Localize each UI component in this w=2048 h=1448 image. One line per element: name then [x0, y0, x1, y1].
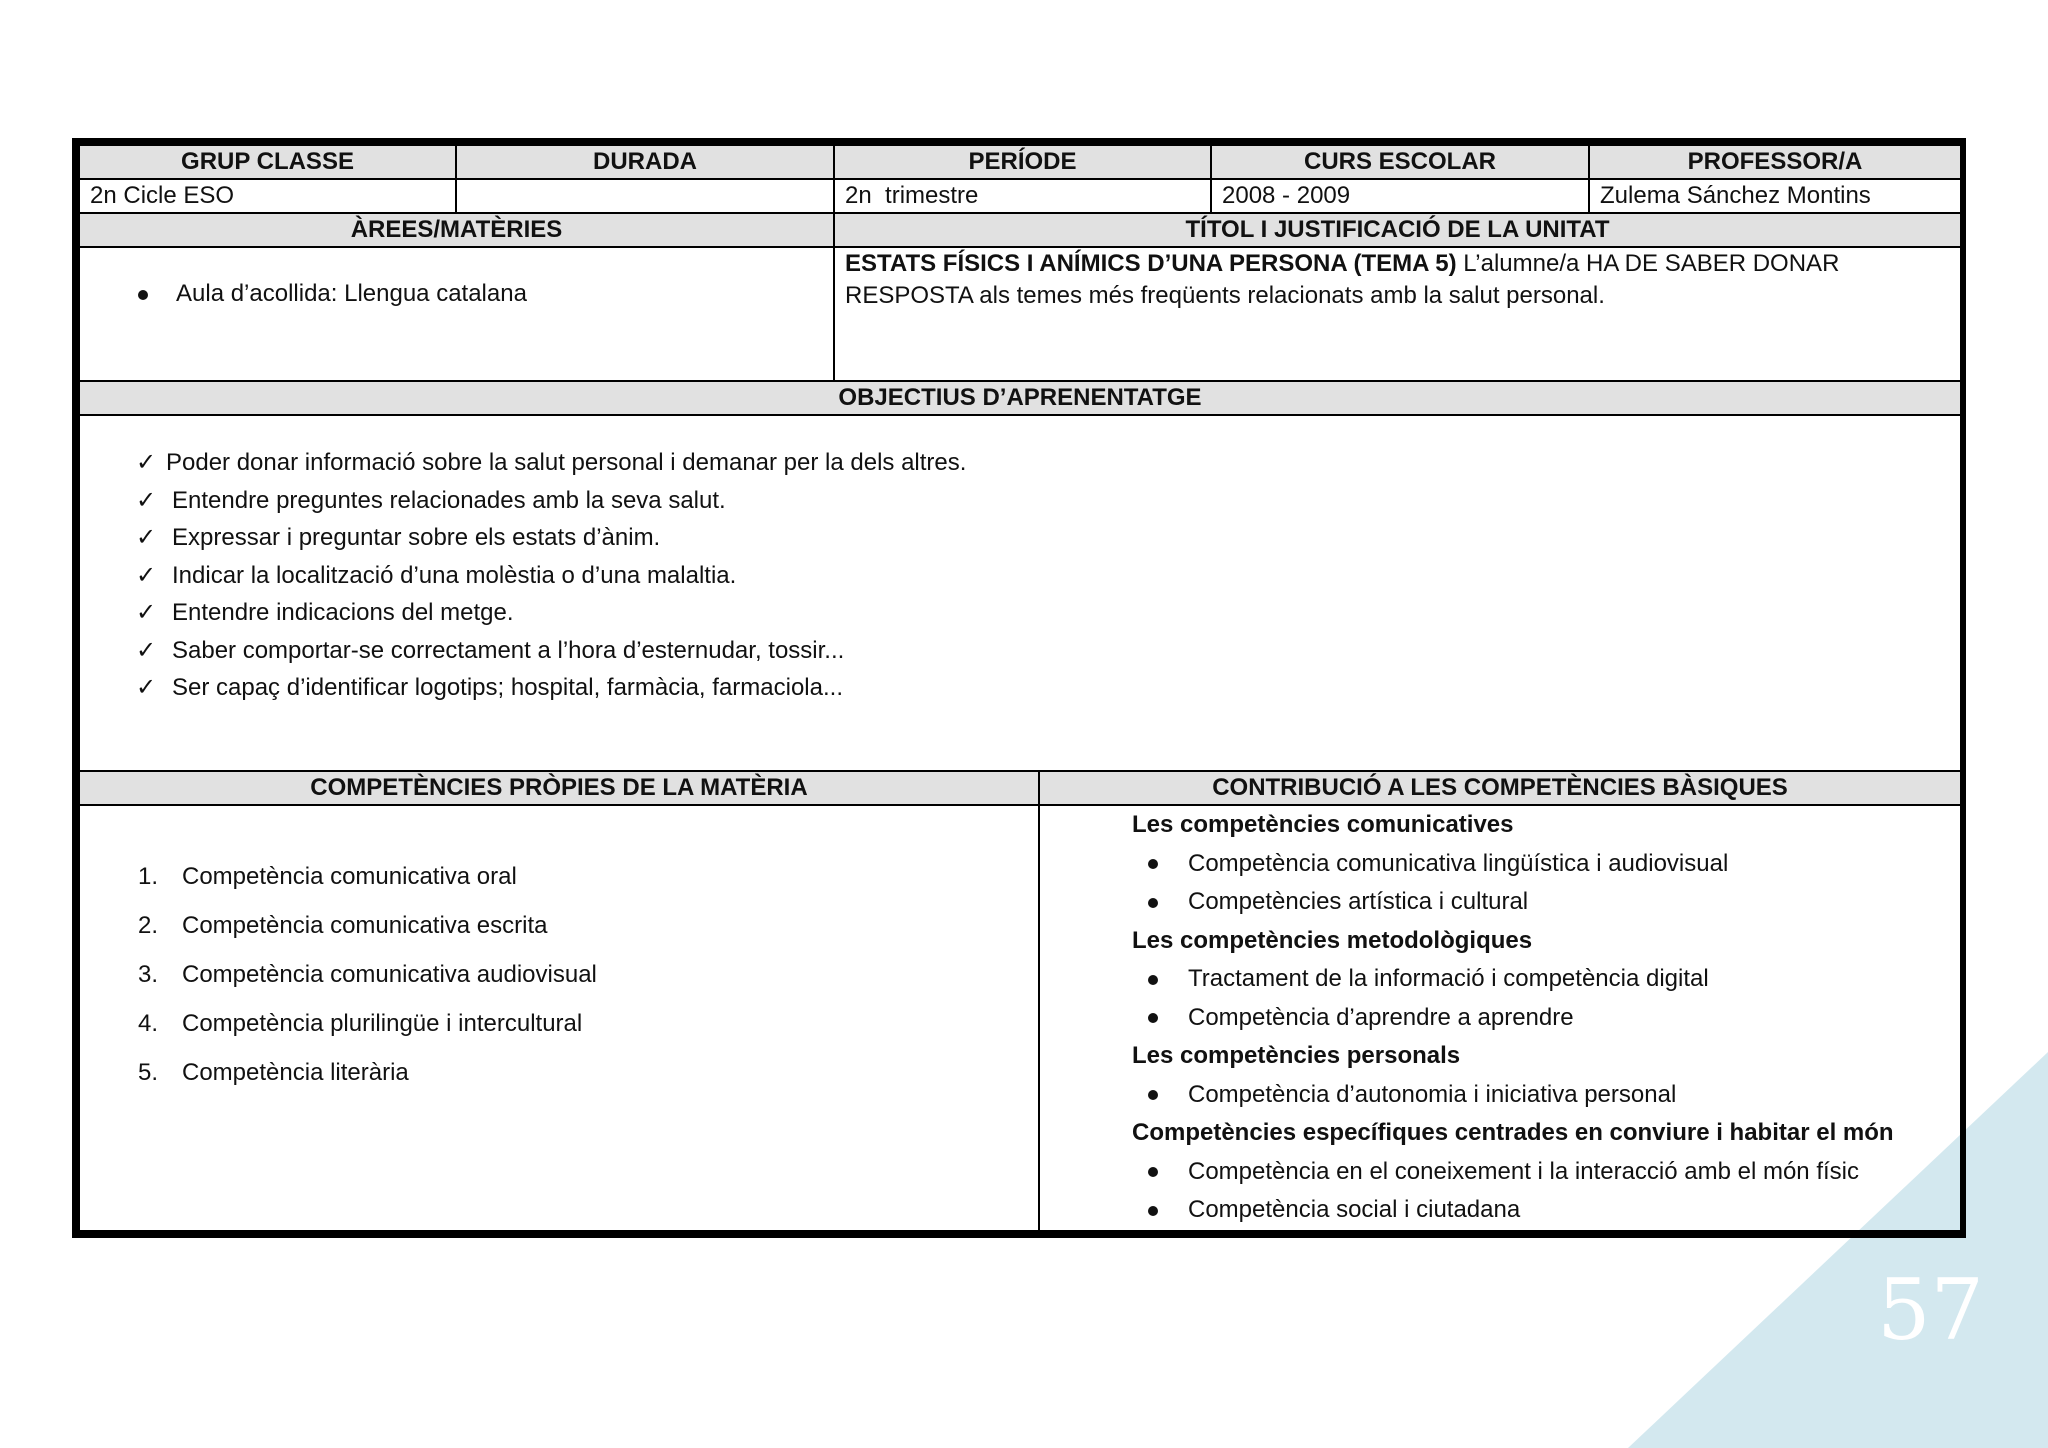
bullet-icon: [1148, 898, 1158, 908]
competencia-number: 4.: [138, 1010, 159, 1037]
objectiu-label: Poder donar informació sobre la salut personal i demanar per la dels altres.: [166, 449, 967, 476]
contribucio-item-label: Competència d’aprendre a aprendre: [1188, 1003, 1574, 1031]
competencia-label: Competència plurilingüe i intercultural: [182, 1010, 583, 1037]
contribucio-item-label: Competència d’autonomia i iniciativa personal: [1188, 1080, 1677, 1108]
competencia-item: [80, 852, 1038, 901]
competencia-item: [80, 901, 1038, 950]
contribucio-list: [1040, 806, 1960, 1230]
titol-bold: ESTATS FÍSICS I ANÍMICS D’UNA PERSONA (TEMA 5): [845, 250, 1457, 277]
value-periode: 2n trimestre: [834, 179, 1211, 213]
objectiu-label: Entendre indicacions del metge.: [172, 599, 514, 626]
bullet-icon: [1148, 1090, 1158, 1100]
competencia-item: [80, 950, 1038, 999]
areas-titol-heading-row: [79, 213, 1961, 247]
competencia-label: Competència comunicativa escrita: [182, 912, 548, 939]
competencia-number: 5.: [138, 1059, 159, 1086]
bullet-icon: [1148, 1167, 1158, 1177]
titol-heading: TÍTOL I JUSTIFICACIÓ DE LA UNITAT: [834, 213, 1961, 247]
bullet-icon: [1148, 859, 1158, 869]
bullet-icon: [1148, 1013, 1158, 1023]
competencies-content-row: [79, 805, 1961, 1231]
checkmark-icon: ✓: [136, 485, 157, 514]
bullet-icon: [138, 290, 148, 300]
areas-heading: ÀREES/MATÈRIES: [79, 213, 834, 247]
contribucio-item: [1040, 845, 1960, 884]
header-durada: DURADA: [456, 145, 834, 179]
contribucio-group-title: Competències específiques centrades en conviure i habitar el món: [1132, 1119, 1894, 1146]
objectius-content-row: [79, 415, 1961, 771]
objectiu-item: [80, 519, 1960, 557]
contribucio-item: [1040, 960, 1960, 999]
contribucio-group-title: Les competències comunicatives: [1132, 811, 1514, 838]
contribucio-item: [1040, 1191, 1960, 1230]
bullet-icon: [1148, 1206, 1158, 1216]
value-durada: [456, 179, 834, 213]
contribucio-heading: CONTRIBUCIÓ A LES COMPETÈNCIES BÀSIQUES: [1039, 772, 1961, 805]
objectiu-item: [80, 632, 1960, 670]
contribucio-item-label: Competència comunicativa lingüística i audiovisual: [1188, 849, 1729, 877]
header-row: [79, 145, 1961, 179]
checkmark-icon: ✓: [136, 673, 157, 701]
competencia-label: Competència comunicativa oral: [182, 863, 517, 890]
checkmark-icon: ✓: [136, 523, 157, 551]
value-professor: Zulema Sánchez Montins: [1589, 179, 1961, 213]
bullet-icon: [1148, 975, 1158, 985]
objectiu-item: [80, 557, 1960, 595]
areas-titol-content-row: [79, 247, 1961, 381]
competencia-item: [80, 999, 1038, 1048]
checkmark-icon: ✓: [136, 635, 157, 664]
page-number: 57: [1877, 1261, 1984, 1359]
titol-content: [834, 247, 1961, 381]
objectius-content: [79, 415, 1961, 771]
areas-item-label: Aula d’acollida: Llengua catalana: [176, 280, 527, 307]
value-grup-classe: 2n Cicle ESO: [79, 179, 456, 213]
competencies-content: [79, 805, 1039, 1231]
header-periode: PERÍODE: [834, 145, 1211, 179]
checkmark-icon: ✓: [136, 448, 157, 476]
values-row: [79, 179, 1961, 213]
contribucio-item-label: Competències artística i cultural: [1188, 888, 1529, 915]
checkmark-icon: ✓: [136, 598, 157, 626]
unit-plan-table: [72, 138, 1966, 1238]
objectiu-item: [80, 444, 1960, 482]
contribucio-item: [1040, 1076, 1960, 1115]
objectius-list: [80, 444, 1960, 707]
competencies-heading: COMPETÈNCIES PRÒPIES DE LA MATÈRIA: [79, 772, 1039, 805]
competencies-heading-row: [79, 772, 1961, 805]
titol-text: L’alumne/a HA DE SABER DONAR RESPOSTA als temes més freqüents relacionats amb la salut personal.: [845, 250, 1840, 309]
areas-content: [79, 247, 834, 381]
contribucio-item-label: Tractament de la informació i competència digital: [1188, 965, 1709, 992]
objectiu-label: Saber comportar-se correctament a l’hora d’esternudar, tossir...: [172, 636, 845, 664]
contribucio-group-title: Les competències personals: [1132, 1042, 1461, 1069]
competencia-label: Competència literària: [182, 1059, 409, 1086]
value-curs-escolar: 2008 - 2009: [1211, 179, 1589, 213]
contribucio-item-label: Competència en el coneixement i la interacció amb el món físic: [1188, 1157, 1859, 1185]
objectiu-item: [80, 669, 1960, 707]
competencies-table: [78, 772, 1962, 1232]
competencia-item: [80, 1048, 1038, 1097]
contribucio-group-title: Les competències metodològiques: [1132, 926, 1533, 954]
contribucio-item: [1040, 1153, 1960, 1192]
checkmark-icon: ✓: [136, 560, 157, 589]
header-curs-escolar: CURS ESCOLAR: [1211, 145, 1589, 179]
header-professor: PROFESSOR/A: [1589, 145, 1961, 179]
objectius-heading: OBJECTIUS D’APRENENTATGE: [79, 381, 1961, 415]
objectiu-label: Entendre preguntes relacionades amb la seva salut.: [172, 486, 726, 514]
competencia-number: 3.: [138, 961, 159, 988]
competencies-list: [80, 852, 1038, 1097]
areas-item: [90, 278, 823, 310]
objectiu-label: Indicar la localització d’una molèstia o d’una malaltia.: [172, 561, 737, 589]
competencia-number: 1.: [138, 863, 159, 890]
objectiu-label: Expressar i preguntar sobre els estats d’ànim.: [172, 524, 661, 551]
header-grup-classe: GRUP CLASSE: [79, 145, 456, 179]
contribucio-item: [1040, 883, 1960, 922]
competencia-number: 2.: [138, 912, 159, 939]
objectiu-item: [80, 594, 1960, 632]
contribucio-content: [1039, 805, 1961, 1231]
competencia-label: Competència comunicativa audiovisual: [182, 961, 597, 988]
objectiu-label: Ser capaç d’identificar logotips; hospital, farmàcia, farmaciola...: [172, 674, 843, 701]
info-table: [78, 144, 1962, 772]
contribucio-item-label: Competència social i ciutadana: [1188, 1196, 1521, 1223]
contribucio-item: [1040, 999, 1960, 1038]
objectius-heading-row: [79, 381, 1961, 415]
objectiu-item: [80, 482, 1960, 520]
